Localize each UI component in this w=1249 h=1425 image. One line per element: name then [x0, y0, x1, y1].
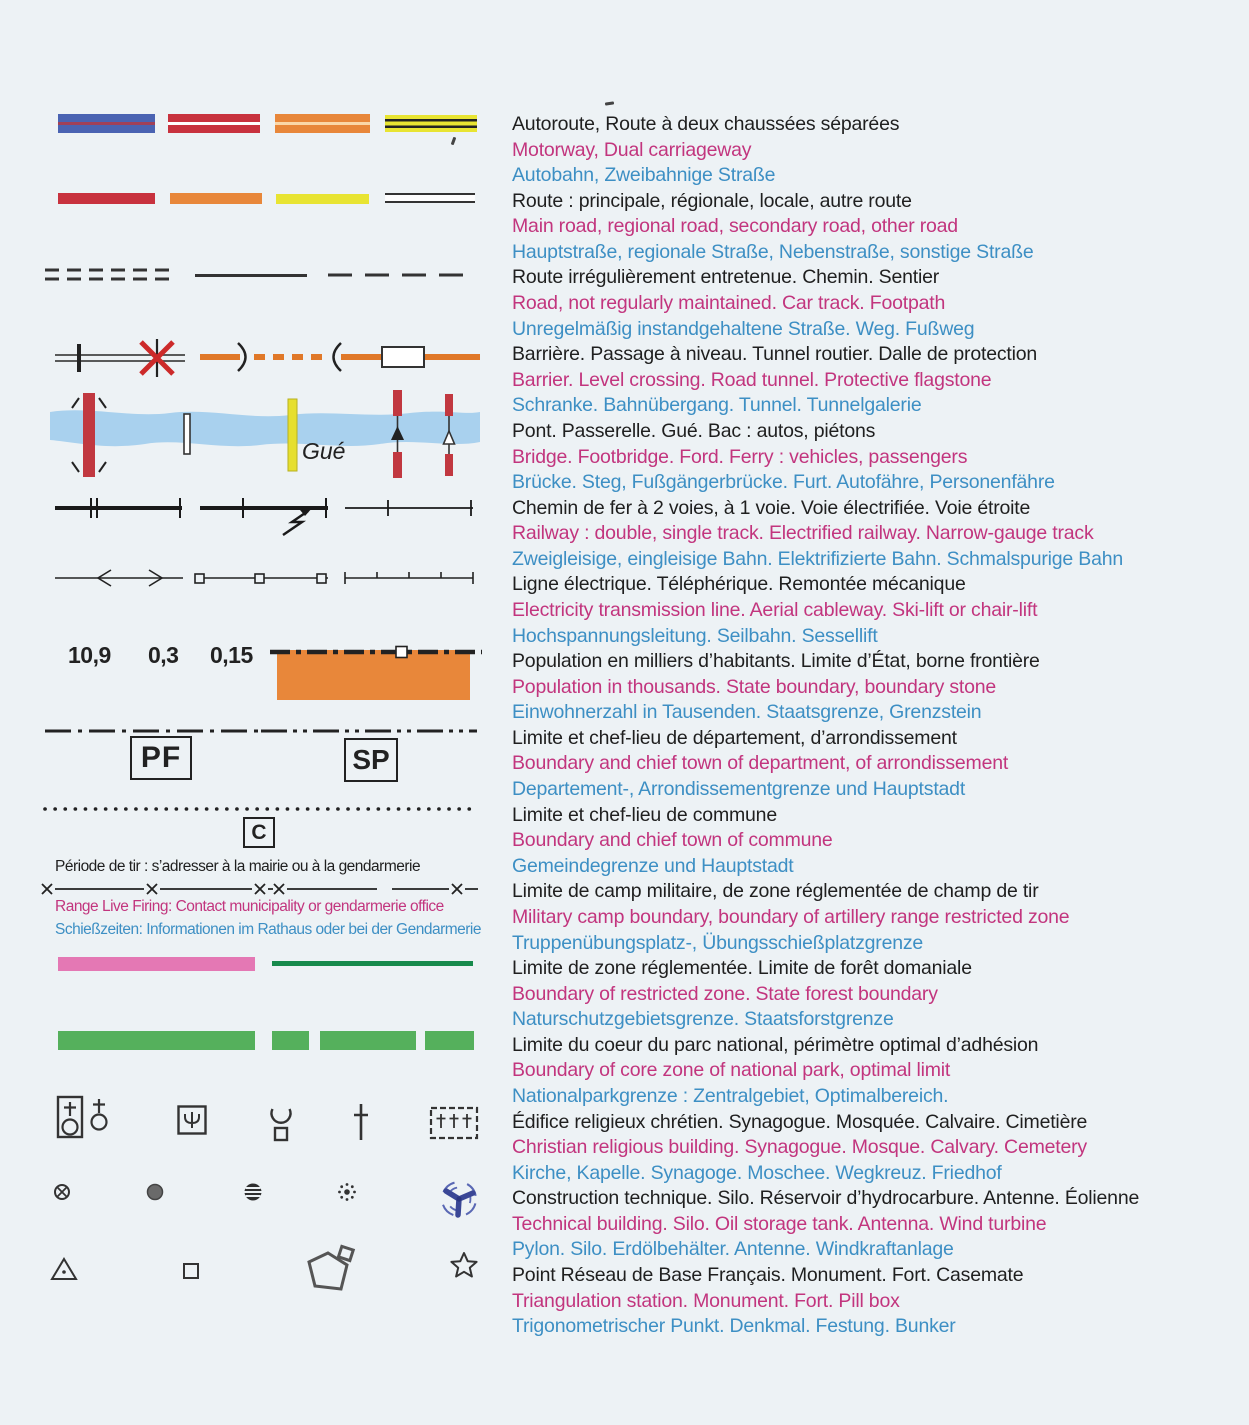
firing-note-en: Range Live Firing: Contact municipality or gendarmerie office	[55, 898, 444, 915]
national-park-core-band	[58, 1031, 255, 1050]
legend-line-de: Kirche, Kapelle. Synagoge. Moschee. Wegkreuz. Friedhof	[512, 1161, 1002, 1184]
dual-carriageway-orange-symbol	[275, 114, 370, 133]
legend-line-en: Road, not regularly maintained. Car track. Footpath	[512, 292, 946, 315]
park-optimal-dash-2	[320, 1031, 416, 1050]
legend-line-en: Population in thousands. State boundary, boundary stone	[512, 675, 997, 698]
legend-line-fr: Route irrégulièrement entretenue. Chemin. Sentier	[512, 266, 940, 289]
legend-line-en: Bridge. Footbridge. Ford. Ferry : vehicles, passengers	[512, 445, 968, 468]
legend-line-fr: Pont. Passerelle. Gué. Bac : autos, piétons	[512, 419, 876, 442]
regional-road-symbol	[170, 193, 262, 204]
legend-line-fr: Barrière. Passage à niveau. Tunnel routier. Dalle de protection	[512, 343, 1038, 366]
calvary-cross-icon	[352, 1102, 370, 1142]
legend-line-fr: Ligne électrique. Téléphérique. Remontée mécanique	[512, 573, 966, 596]
park-optimal-dash-1	[272, 1031, 309, 1050]
boundary-stone-icon	[396, 647, 407, 658]
footpath-symbol	[328, 270, 475, 280]
legend-line-en: Railway : double, single track. Electrified railway. Narrow-gauge track	[512, 522, 1094, 545]
mosque-icon	[267, 1104, 295, 1142]
legend-line-en: Military camp boundary, boundary of artillery range restricted zone	[512, 905, 1070, 928]
population-value-3: 0,15	[210, 642, 253, 668]
park-optimal-dash-3	[425, 1031, 474, 1050]
prefecture-box	[130, 736, 192, 780]
legend-line-fr: Point Réseau de Base Français. Monument. Fort. Casemate	[512, 1264, 1024, 1287]
prefecture-label: PF	[140, 741, 182, 774]
legend-line-de: Trigonometrischer Punkt. Denkmal. Festung. Bunker	[512, 1315, 956, 1338]
legend-line-de: Hochspannungsleitung. Seilbahn. Sessellift	[512, 624, 878, 647]
legend-line-de: Brücke. Steg, Fußgängerbrücke. Furt. Autofähre, Personenfähre	[512, 471, 1055, 494]
bridge-symbol	[83, 393, 95, 477]
dual-carriageway-red-symbol	[168, 114, 260, 133]
railway-symbols	[55, 494, 480, 540]
cemetery-icon	[429, 1102, 479, 1142]
commune-boundary-line	[45, 802, 477, 816]
legend-line-fr: Chemin de fer à 2 voies, à 1 voie. Voie électrifiée. Voie étroite	[512, 496, 1031, 519]
legend-line-fr: Limite du coeur du parc national, périmètre optimal d’adhésion	[512, 1033, 1039, 1056]
legend-text-column	[512, 112, 1244, 1340]
legend-line-en: Triangulation station. Monument. Fort. Pill box	[512, 1289, 900, 1312]
legend-line-fr: Population en milliers d’habitants. Limite d’État, borne frontière	[512, 650, 1040, 673]
main-road-symbol	[58, 193, 155, 204]
legend-line-en: Boundary and chief town of commune	[512, 829, 833, 852]
legend-line-de: Gemeindegrenze und Hauptstadt	[512, 854, 794, 877]
unmaintained-road-symbol	[45, 266, 175, 284]
subprefecture-box	[344, 738, 398, 782]
ink-speck	[605, 101, 614, 105]
legend-line-de: Naturschutzgebietsgrenze. Staatsforstgrenze	[512, 1008, 894, 1031]
military-boundary-line	[42, 880, 482, 898]
triangulation-station-icon	[50, 1256, 78, 1282]
fort-icon	[304, 1246, 358, 1296]
legend-line-en: Boundary and chief town of department, of arrondissement	[512, 752, 1009, 775]
legend-line-de: Hauptstraße, regionale Straße, Nebenstraße, sonstige Straße	[512, 240, 1034, 263]
pylon-icon	[52, 1182, 72, 1202]
state-boundary-symbol	[270, 643, 482, 661]
legend-line-de: Nationalparkgrenze : Zentralgebiet, Optimalbereich.	[512, 1084, 949, 1107]
commune-box	[243, 817, 275, 848]
legend-line-de: Schranke. Bahnübergang. Tunnel. Tunnelgalerie	[512, 394, 922, 417]
legend-line-fr: Limite de camp militaire, de zone réglementée de champ de tir	[512, 880, 1039, 903]
legend-line-de: Zweigleisige, eingleisige Bahn. Elektrifizierte Bahn. Schmalspurige Bahn	[512, 547, 1124, 570]
car-track-symbol	[195, 274, 307, 277]
legend-line-en: Main road, regional road, secondary road, other road	[512, 215, 958, 238]
firing-note-de: Schießzeiten: Informationen im Rathaus oder bei der Gendarmerie	[55, 921, 481, 938]
legend-line-fr: Autoroute, Route à deux chaussées séparées	[512, 113, 900, 135]
legend-line-fr: Limite de zone réglementée. Limite de forêt domaniale	[512, 957, 972, 980]
legend-line-fr: Route : principale, régionale, locale, autre route	[512, 189, 912, 212]
red-center-stripe	[168, 122, 260, 125]
legend-line-en: Motorway, Dual carriageway	[512, 138, 752, 161]
legend-line-fr: Construction technique. Silo. Réservoir d’hydrocarbure. Antenne. Éolienne	[512, 1187, 1140, 1210]
legend-line-en: Boundary of core zone of national park, optimal limit	[512, 1059, 951, 1082]
state-forest-line	[272, 961, 473, 966]
motorway-symbol	[58, 114, 155, 133]
commune-label: C	[251, 820, 267, 844]
legend-line-de: Pylon. Silo. Erdölbehälter. Antenne. Windkraftanlage	[512, 1238, 954, 1261]
secondary-road-symbol	[276, 194, 369, 204]
church-chapel-icon	[55, 1094, 113, 1142]
department-boundary-line	[45, 722, 477, 740]
legend-line-de: Autobahn, Zweibahnige Straße	[512, 164, 776, 187]
orange-center-stripe	[275, 122, 370, 125]
legend-line-fr: Limite et chef-lieu de département, d’arrondissement	[512, 726, 957, 749]
restricted-zone-band	[58, 957, 255, 971]
ink-speck	[451, 137, 457, 146]
population-value-2: 0,3	[148, 642, 179, 668]
barrier-level-crossing-symbol	[55, 338, 185, 378]
legend-line-de: Einwohnerzahl in Tausenden. Staatsgrenze, Grenzstein	[512, 701, 982, 724]
ford-symbol	[288, 399, 297, 471]
motorway-center-stripe	[58, 122, 155, 125]
power-cableway-skilift-symbols	[55, 564, 480, 594]
silo-icon	[145, 1182, 165, 1202]
synagogue-icon	[176, 1104, 208, 1136]
footbridge-symbol	[184, 414, 190, 454]
legend-line-de: Departement-, Arrondissementgrenze und Hauptstadt	[512, 778, 966, 801]
subprefecture-label: SP	[352, 744, 390, 775]
legend-line-en: Christian religious building. Synagogue. Mosque. Calvary. Cemetery	[512, 1136, 1087, 1159]
legend-line-en: Boundary of restricted zone. State forest boundary	[512, 982, 938, 1005]
ford-label: Gué	[302, 438, 346, 464]
river-band	[50, 410, 480, 446]
monument-icon	[183, 1263, 199, 1279]
legend-line-fr: Limite et chef-lieu de commune	[512, 803, 777, 826]
legend-line-en: Technical building. Silo. Oil storage tank. Antenna. Wind turbine	[512, 1212, 1047, 1235]
wind-turbine-icon	[434, 1174, 484, 1224]
population-value-1: 10,9	[68, 642, 111, 668]
legend-line-de: Unregelmäßig instandgehaltene Straße. Weg. Fußweg	[512, 317, 975, 340]
river-crossings-symbol	[50, 390, 480, 480]
legend-line-en: Electricity transmission line. Aerial cableway. Ski-lift or chair-lift	[512, 598, 1038, 621]
other-road-symbol	[385, 193, 475, 203]
dual-carriageway-yellow-symbol	[385, 115, 477, 132]
legend-line-de: Truppenübungsplatz-, Übungsschießplatzgrenze	[512, 931, 924, 954]
firing-note-fr: Période de tir : s’adresser à la mairie ou à la gendarmerie	[55, 858, 421, 875]
road-tunnel-flagstone-symbol	[200, 340, 480, 374]
legend-line-fr: Édifice religieux chrétien. Synagogue. Mosquée. Calvaire. Cimetière	[512, 1110, 1088, 1133]
oil-tank-icon	[242, 1181, 264, 1203]
pill-box-star-icon	[449, 1250, 479, 1280]
legend-line-en: Barrier. Level crossing. Road tunnel. Protective flagstone	[512, 368, 992, 391]
antenna-icon	[336, 1181, 358, 1203]
